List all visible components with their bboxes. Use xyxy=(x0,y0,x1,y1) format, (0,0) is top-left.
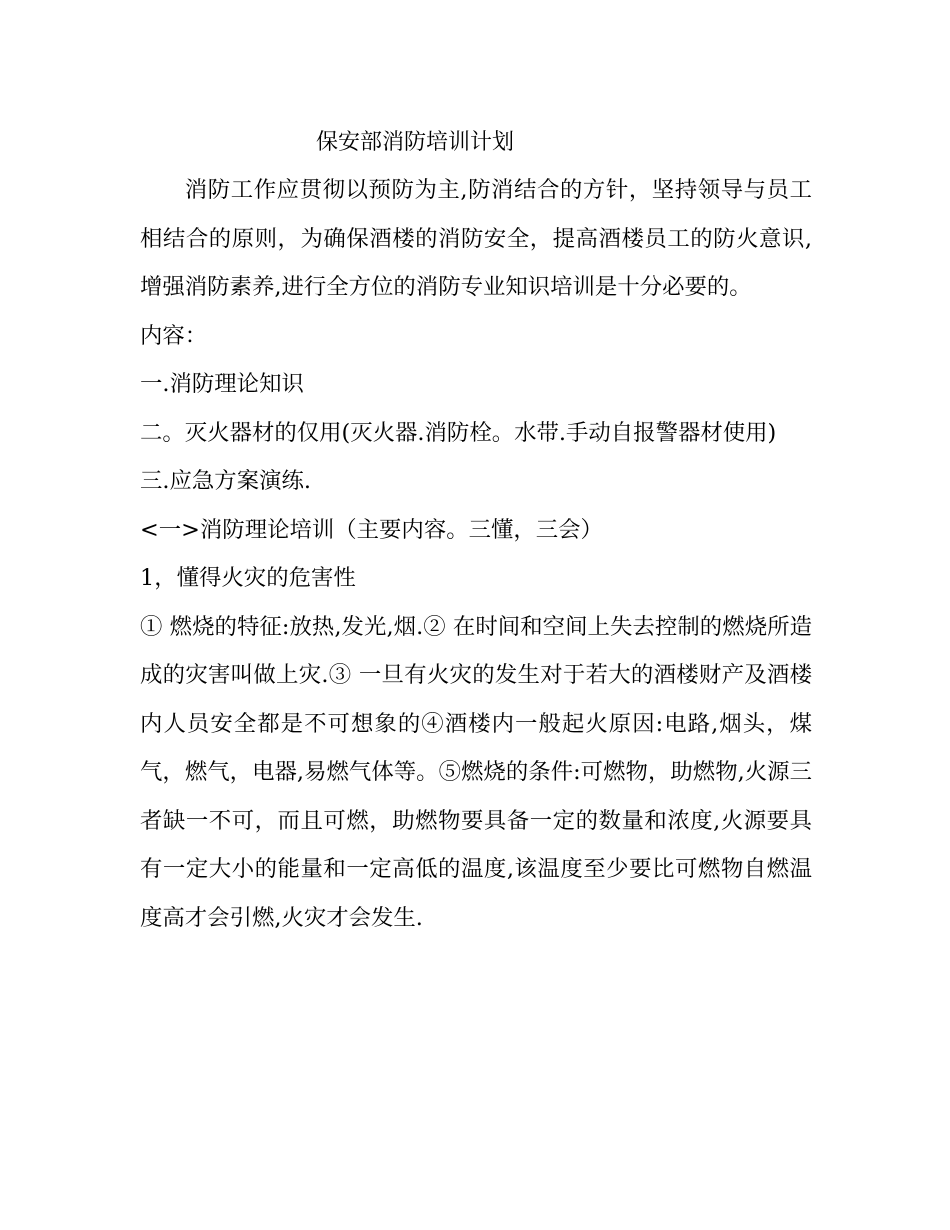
content-heading: 内容： xyxy=(140,322,208,349)
document-title: 保安部消防培训计划 xyxy=(316,130,515,155)
document-body xyxy=(140,166,812,942)
intro-paragraph: 消防工作应贯彻以预防为主,防消结合的方针，坚持领导与员工相结合的原则，为确保酒楼的消防安全，提高酒楼员工的防火意识,增强消防素养,进行全方位的消防专业知识培训是十分必要的。 xyxy=(140,177,812,300)
list-item-drill: 三.应急方案演练. xyxy=(140,468,311,494)
list-item-equipment: 二。灭火器材的仅用(灭火器.消防栓。水带.手动自报警器材使用) xyxy=(140,419,777,446)
fire-hazard-paragraph: ① 燃烧的特征:放热,发光,烟.② 在时间和空间上失去控制的燃烧所造成的灾害叫做上灾.③ 一旦有火灾的发生对于若大的酒楼财产及酒楼内人员安全都是不可想象的④酒楼内一般起火原因:电路,烟头，煤气，燃气，电器,易燃气体等。⑤燃烧的条件:可燃物，助燃物,火源三者缺一不可，而且可燃，助燃物要具备一定的数量和浓度,火源要具有一定大小的能量和一定高低的温度,该温度至少要比可燃物自燃温度高才会引燃,火灾才会发生. xyxy=(140,613,812,931)
section-heading-theory-training: <一>消防理论培训（主要内容。三懂，三会） xyxy=(140,516,603,543)
list-item-theory: 一.消防理论知识 xyxy=(140,371,304,397)
subsection-heading-fire-hazard: 1，懂得火灾的危害性 xyxy=(140,565,356,591)
